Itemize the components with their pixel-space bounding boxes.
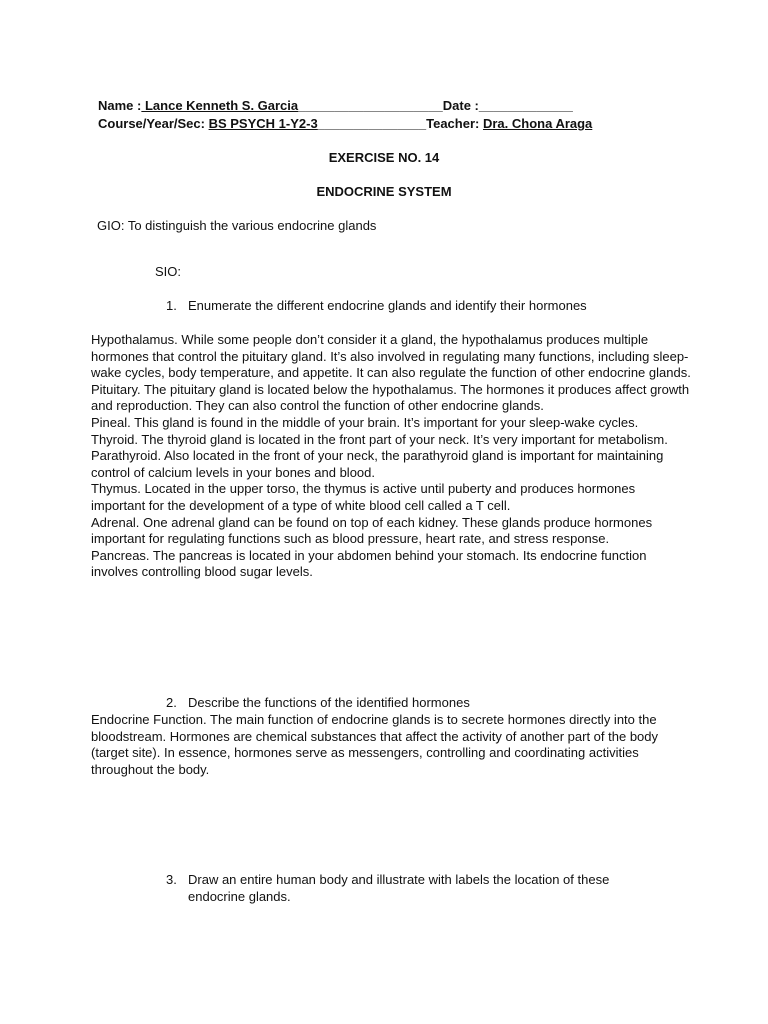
course-value: BS PSYCH 1-Y2-3 — [208, 116, 318, 131]
gland-pituitary: Pituitary. The pituitary gland is located below the hypothalamus. The hormones it produces affect growth and reproduction. They can also control the function of other endocrine glands. — [91, 381, 690, 414]
item-number: 2. — [166, 695, 177, 710]
course-line — [98, 116, 592, 133]
endocrine-function-text: Endocrine Function. The main function of endocrine glands is to secrete hormones directly into the bloodstream. Hormones are chemical substances that affect the activity of another part of the body (target site). In essence, hormones serve as messengers, controlling and coordinating activities throughout the body. — [91, 712, 659, 777]
name-line — [98, 98, 573, 115]
date-blank: _____________ — [478, 98, 573, 113]
date-label: Date : — [442, 98, 479, 113]
name-label: Name : — [98, 98, 142, 113]
item-number: 3. — [166, 872, 177, 887]
teacher-label: Teacher: — [426, 116, 483, 131]
teacher-name: Dra. Chona Araga — [482, 116, 593, 131]
gland-hypothalamus: Hypothalamus. While some people don’t consider it a gland, the hypothalamus produces multiple hormones that control the pituitary gland. It’s also involved in regulating many functions, including sleep-wake cycles, body temperature, and appetite. It can also regulate the function of other endocrine glands. — [91, 332, 691, 381]
item-text-continued: endocrine glands. — [188, 888, 291, 904]
gland-pineal: Pineal. This gland is found in the middle of your brain. It’s important for your sleep-wake cycles. — [91, 414, 639, 430]
name-blank: ____________________ — [298, 98, 443, 113]
gland-parathyroid: Parathyroid. Also located in the front of your neck, the parathyroid gland is important for maintaining control of calcium levels in your bones and blood. — [91, 448, 664, 480]
item-1 — [166, 298, 587, 315]
function-section — [91, 712, 691, 778]
item-3 — [166, 872, 609, 905]
gland-thymus: Thymus. Located in the upper torso, the thymus is active until puberty and produces hormones important for the development of a type of white blood cell called a T cell. — [91, 481, 636, 513]
item-text: Enumerate the different endocrine glands and identify their hormones — [188, 298, 587, 313]
student-name: Lance Kenneth S. Garcia — [141, 98, 299, 113]
item-2 — [166, 695, 470, 712]
item-text: Draw an entire human body and illustrate with labels the location of these — [188, 872, 610, 887]
gland-adrenal: Adrenal. One adrenal gland can be found on top of each kidney. These glands produce hormones important for regulating functions such as blood pressure, heart rate, and stress response. — [91, 514, 653, 547]
gio-text: GIO: To distinguish the various endocrine glands — [97, 218, 377, 233]
sio-label: SIO: — [155, 264, 182, 279]
item-text: Describe the functions of the identified hormones — [188, 695, 470, 710]
exercise-title: EXERCISE NO. 14 — [328, 150, 440, 165]
topic-title: ENDOCRINE SYSTEM — [316, 184, 452, 199]
course-label: Course/Year/Sec: — [98, 116, 205, 131]
item-number: 1. — [166, 298, 177, 313]
glands-list — [91, 332, 691, 581]
course-blank: _______________ — [317, 116, 427, 131]
gland-thyroid: Thyroid. The thyroid gland is located in the front part of your neck. It’s very important for metabolism. — [91, 431, 668, 447]
gland-pancreas: Pancreas. The pancreas is located in your abdomen behind your stomach. Its endocrine function involves controlling blood sugar levels. — [91, 547, 647, 580]
